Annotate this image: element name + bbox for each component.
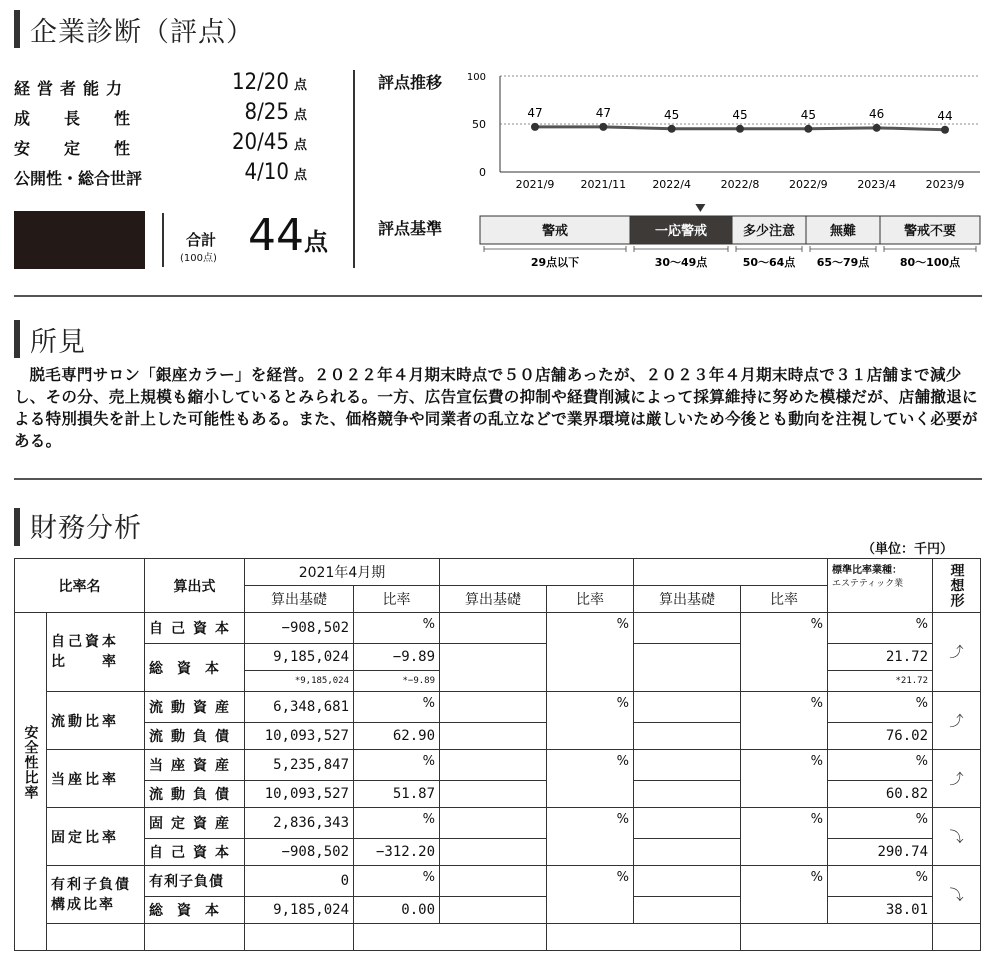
basis-value: 10,093,527 [245,781,354,808]
criteria-band-label: 一応警戒 [654,224,708,239]
formula-denominator: 流動負債 [145,781,245,808]
x-tick-label: 2021/11 [580,178,627,191]
standard-value: 76.02 [828,723,933,750]
data-label: 45 [732,107,748,122]
pct-sign: % [828,750,933,781]
header-standard: 標準比率業種： エステティック業 [828,559,933,613]
financial-table [14,558,981,951]
criteria-range-label: 30〜49点 [654,256,708,269]
metric-label-stability: 安定性 [14,139,165,158]
table-row [15,897,981,924]
pct-sign: % [741,866,828,924]
standard-value: 290.74 [828,839,933,866]
formula-numerator: 固定資産 [145,808,245,839]
ratio-name: 流動比率 [47,692,145,750]
criteria-band-label: 多少注意 [742,224,796,239]
pct-sign: % [354,750,440,781]
empty-cell [440,692,547,723]
empty-cell [440,781,547,808]
basis-value: 0 [245,866,354,897]
empty-cell [634,808,741,839]
metric-value-growth: 8/25 点 [244,100,307,125]
header-ratio: 比率 [741,586,828,613]
empty-cell [354,924,547,951]
header-ratio: 比率 [354,586,440,613]
vertical-divider [353,70,355,268]
header-period-empty [634,559,828,586]
criteria-range-label: 80〜100点 [899,256,961,269]
section-title-opinion: 所見 [30,327,86,358]
criteria-band-label: 警戒 [541,224,569,239]
section-marker [14,10,20,48]
empty-cell [547,924,741,951]
pct-sign: % [828,613,933,644]
pct-sign: % [741,692,828,750]
header-formula: 算出式 [145,559,245,613]
criteria-range-label: 29点以下 [530,256,580,269]
pct-sign: % [828,808,933,839]
pct-sign: % [354,866,440,897]
table-row [15,866,981,897]
y-tick-label: 0 [479,166,486,179]
pct-sign: % [828,692,933,723]
x-tick-label: 2021/9 [515,178,555,191]
basis-value: 2,836,343 [245,808,354,839]
pct-sign: % [828,866,933,897]
header-basis: 算出基礎 [634,586,741,613]
data-label: 47 [527,105,543,120]
criteria-range-label: 65〜79点 [816,256,870,269]
empty-cell [440,897,547,924]
group-label: 安全性比率 [15,613,47,951]
data-label: 45 [800,107,816,122]
trend-label: 評点推移 [378,73,443,92]
formula-numerator: 自己資本 [145,613,245,644]
header-ratio-name: 比率名 [15,559,145,613]
header-period-empty [440,559,634,586]
table-row [15,808,981,839]
ratio-note: *−9.89 [354,671,440,692]
empty-cell [440,866,547,897]
data-point [941,126,949,134]
section-marker [14,508,20,546]
table-row-partial [15,924,981,951]
data-point [531,123,539,131]
header-period: 2021年4月期 [245,559,440,586]
opinion-text: 脱毛専門サロン「銀座カラー」を経営。２０２２年４月期末時点で５０店舗あったが、２０２３年４月期末時点で３１店舗まで減少し、その分、売上規模も縮小しているとみられる。一方、広告宣伝費の抑制や経費削減によって採算維持に努めた模様だが、店舗撤退による特別損失を計上した可能性もある。また、価格競争や同業者の乱立などで業界環境は厳しいため今後とも動向を注視していく必要がある。 [14,366,978,450]
formula-denominator: 流動負債 [145,723,245,750]
opinion-text-block [14,364,984,452]
divider-1 [14,295,982,297]
criteria-band-label: 無難 [829,224,857,239]
empty-cell [634,839,741,866]
metric-label-growth: 成長性 [14,109,165,128]
empty-cell [440,750,547,781]
data-point [668,125,676,133]
empty-cell [634,692,741,723]
empty-cell [440,644,547,692]
pct-sign: % [547,692,634,750]
x-tick-label: 2023/4 [857,178,897,191]
score-marker-icon [695,204,705,212]
criteria-bar [476,200,985,274]
unit-note: （単位：千円） [862,542,954,557]
table-row [15,692,981,723]
formula-denominator: 自己資本 [145,839,245,866]
formula-denominator: 総資本 [145,897,245,924]
ideal-up-icon: ⤴ [933,613,981,692]
empty-cell [440,723,547,750]
criteria-range-label: 50〜64点 [742,256,796,269]
metric-value-reputation: 4/10 点 [244,160,307,185]
basis-value: 10,093,527 [245,723,354,750]
ratio-value: −9.89 [354,644,440,671]
pct-sign: % [547,750,634,808]
basis-value: 9,185,024 [245,644,354,671]
formula-numerator: 当座資産 [145,750,245,781]
table-row [15,723,981,750]
basis-value: −908,502 [245,839,354,866]
empty-cell [634,750,741,781]
data-point [804,125,812,133]
ratio-value: 62.90 [354,723,440,750]
empty-cell [634,781,741,808]
header-ratio: 比率 [547,586,634,613]
basis-value: 6,348,681 [245,692,354,723]
pct-sign: % [741,613,828,692]
basis-note: *9,185,024 [245,671,354,692]
pct-sign: % [547,866,634,924]
basis-value: −908,502 [245,613,354,644]
empty-cell [440,808,547,839]
formula-denominator: 総資本 [145,644,245,692]
x-tick-label: 2022/8 [720,178,760,191]
metric-label-management: 経営者能力 [14,79,130,98]
empty-cell [634,723,741,750]
pct-sign: % [547,613,634,692]
ratio-name: 有利子負債 構成比率 [47,866,145,924]
ratio-name: 当座比率 [47,750,145,808]
metric-value-management: 12/20 点 [231,70,307,95]
table-row [15,839,981,866]
data-label: 47 [595,105,611,120]
basis-value: 5,235,847 [245,750,354,781]
header-ideal: 理想形 [933,559,981,613]
empty-cell [145,924,245,951]
ratio-value: −312.20 [354,839,440,866]
pct-sign: % [354,613,440,644]
pct-sign: % [354,692,440,723]
pct-sign: % [741,750,828,808]
pct-sign: % [741,808,828,866]
table-row [15,750,981,781]
y-tick-label: 100 [466,72,486,83]
standard-value: 38.01 [828,897,933,924]
empty-cell [47,924,145,951]
criteria-band-label: 警戒不要 [903,224,957,239]
rating-block [14,211,145,269]
ratio-value: 0.00 [354,897,440,924]
divider-2 [14,478,982,480]
data-label: 46 [869,106,885,121]
data-point [736,125,744,133]
data-point [873,124,881,132]
section-title-diagnosis: 企業診断（評点） [30,17,254,48]
pct-sign: % [547,808,634,866]
y-tick-label: 50 [472,118,486,131]
empty-cell [440,839,547,866]
x-tick-label: 2022/4 [652,178,692,191]
ratio-value: 51.87 [354,781,440,808]
empty-cell [933,924,981,951]
total-score: 44点 [248,210,328,261]
basis-value: 9,185,024 [245,897,354,924]
standard-value: 60.82 [828,781,933,808]
table-header-row [15,559,981,586]
section-marker [14,320,20,358]
section-title-financial: 財務分析 [30,513,142,544]
standard-value: 21.72 [828,644,933,671]
metric-value-stability: 20/45 点 [231,130,307,155]
table-row [15,781,981,808]
ideal-down-icon: ⤵ [933,808,981,866]
formula-numerator: 流動資産 [145,692,245,723]
pct-sign: % [354,808,440,839]
metric-label-reputation: 公開性・総合世評 [14,169,143,188]
data-label: 44 [937,108,953,123]
header-basis: 算出基礎 [245,586,354,613]
total-label: 合計 [186,231,217,249]
x-tick-label: 2023/9 [925,178,965,191]
trend-chart [440,64,985,194]
empty-cell [634,613,741,644]
ratio-name: 固定比率 [47,808,145,866]
empty-cell [634,866,741,897]
data-label: 45 [664,107,680,122]
ideal-up-icon: ⤴ [933,692,981,750]
table-row [15,613,981,644]
empty-cell [245,924,354,951]
empty-cell [634,644,741,692]
standard-note: *21.72 [828,671,933,692]
header-basis: 算出基礎 [440,586,547,613]
empty-cell [440,613,547,644]
empty-cell [634,897,741,924]
data-point [599,123,607,131]
criteria-label: 評点基準 [378,219,443,238]
ratio-name: 自己資本 比 率 [47,613,145,692]
x-tick-label: 2022/9 [788,178,828,191]
formula-numerator: 有利子負債 [145,866,245,897]
total-divider [162,213,164,267]
ideal-up-icon: ⤴ [933,750,981,808]
total-sub: (100点) [180,253,217,264]
table-row [15,644,981,671]
empty-cell [741,924,933,951]
ideal-down-icon: ⤵ [933,866,981,924]
